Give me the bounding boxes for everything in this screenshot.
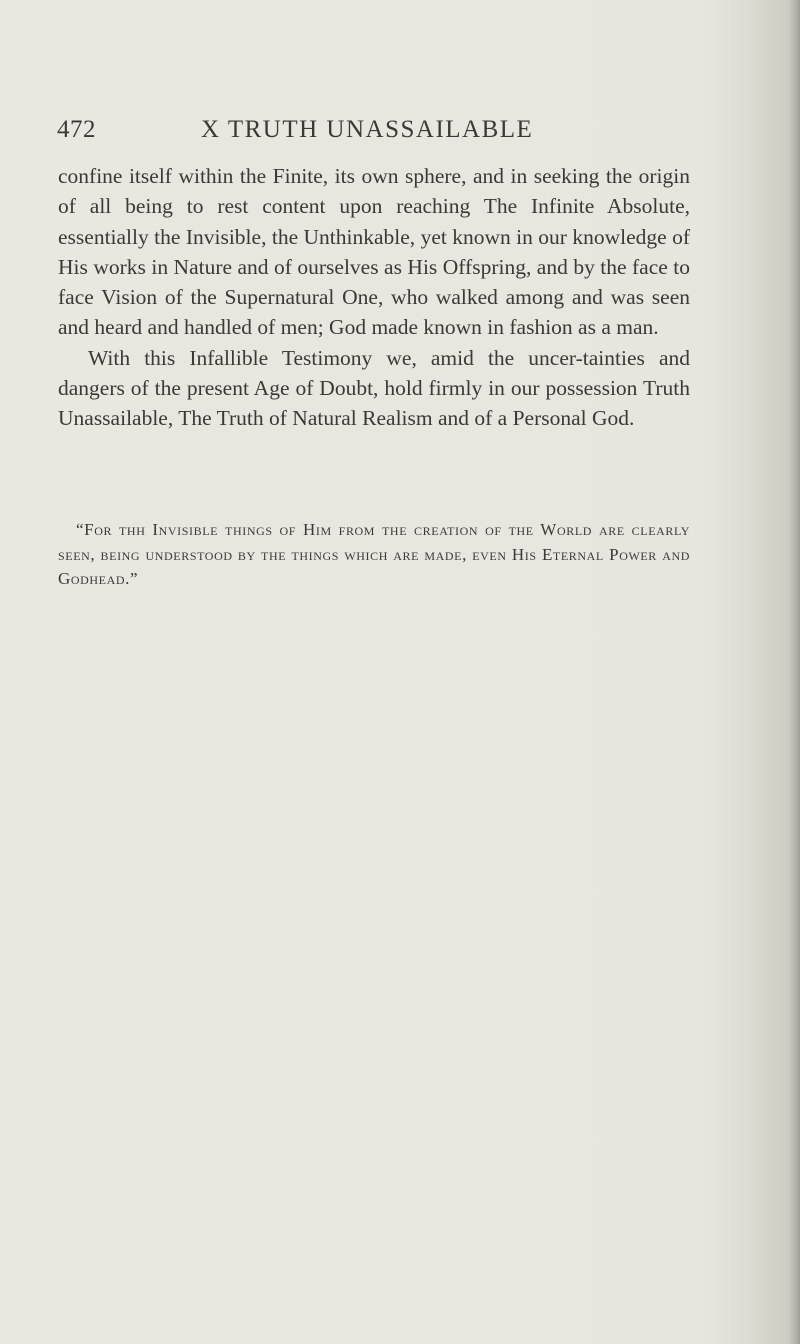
page-edge-shadow bbox=[788, 0, 800, 1344]
paragraph: confine itself within the Finite, its own sphere, and in seeking the origin of all being to rest content upon reaching The Infinite Absolute, essentially the Invisible, the Unthinkable, yet known in our knowledge of His works in Nature and of ourselves as His Offspring, and by the face to face Vision of the Supernatural One, who walked among and was seen and heard and handled of men; God made known in fashion as a man. bbox=[58, 164, 690, 340]
page-number: 472 bbox=[57, 116, 96, 143]
paragraph: With this Infallible Testimony we, amid the uncer-tainties and dangers of the present Age of Doubt, hold firmly in our possession Truth Unassailable, The Truth of Natural Realism and of a Personal God. bbox=[58, 345, 690, 431]
running-head bbox=[57, 112, 747, 152]
chapter-title: X TRUTH UNASSAILABLE bbox=[201, 116, 534, 143]
body-text bbox=[58, 161, 690, 434]
quote-text: “For thh Invisible things of Him from the creation of the World are clearly seen, being understood by the things which are made, even His Eternal Power and Godhead.” bbox=[58, 520, 690, 588]
scripture-quote bbox=[58, 518, 690, 592]
